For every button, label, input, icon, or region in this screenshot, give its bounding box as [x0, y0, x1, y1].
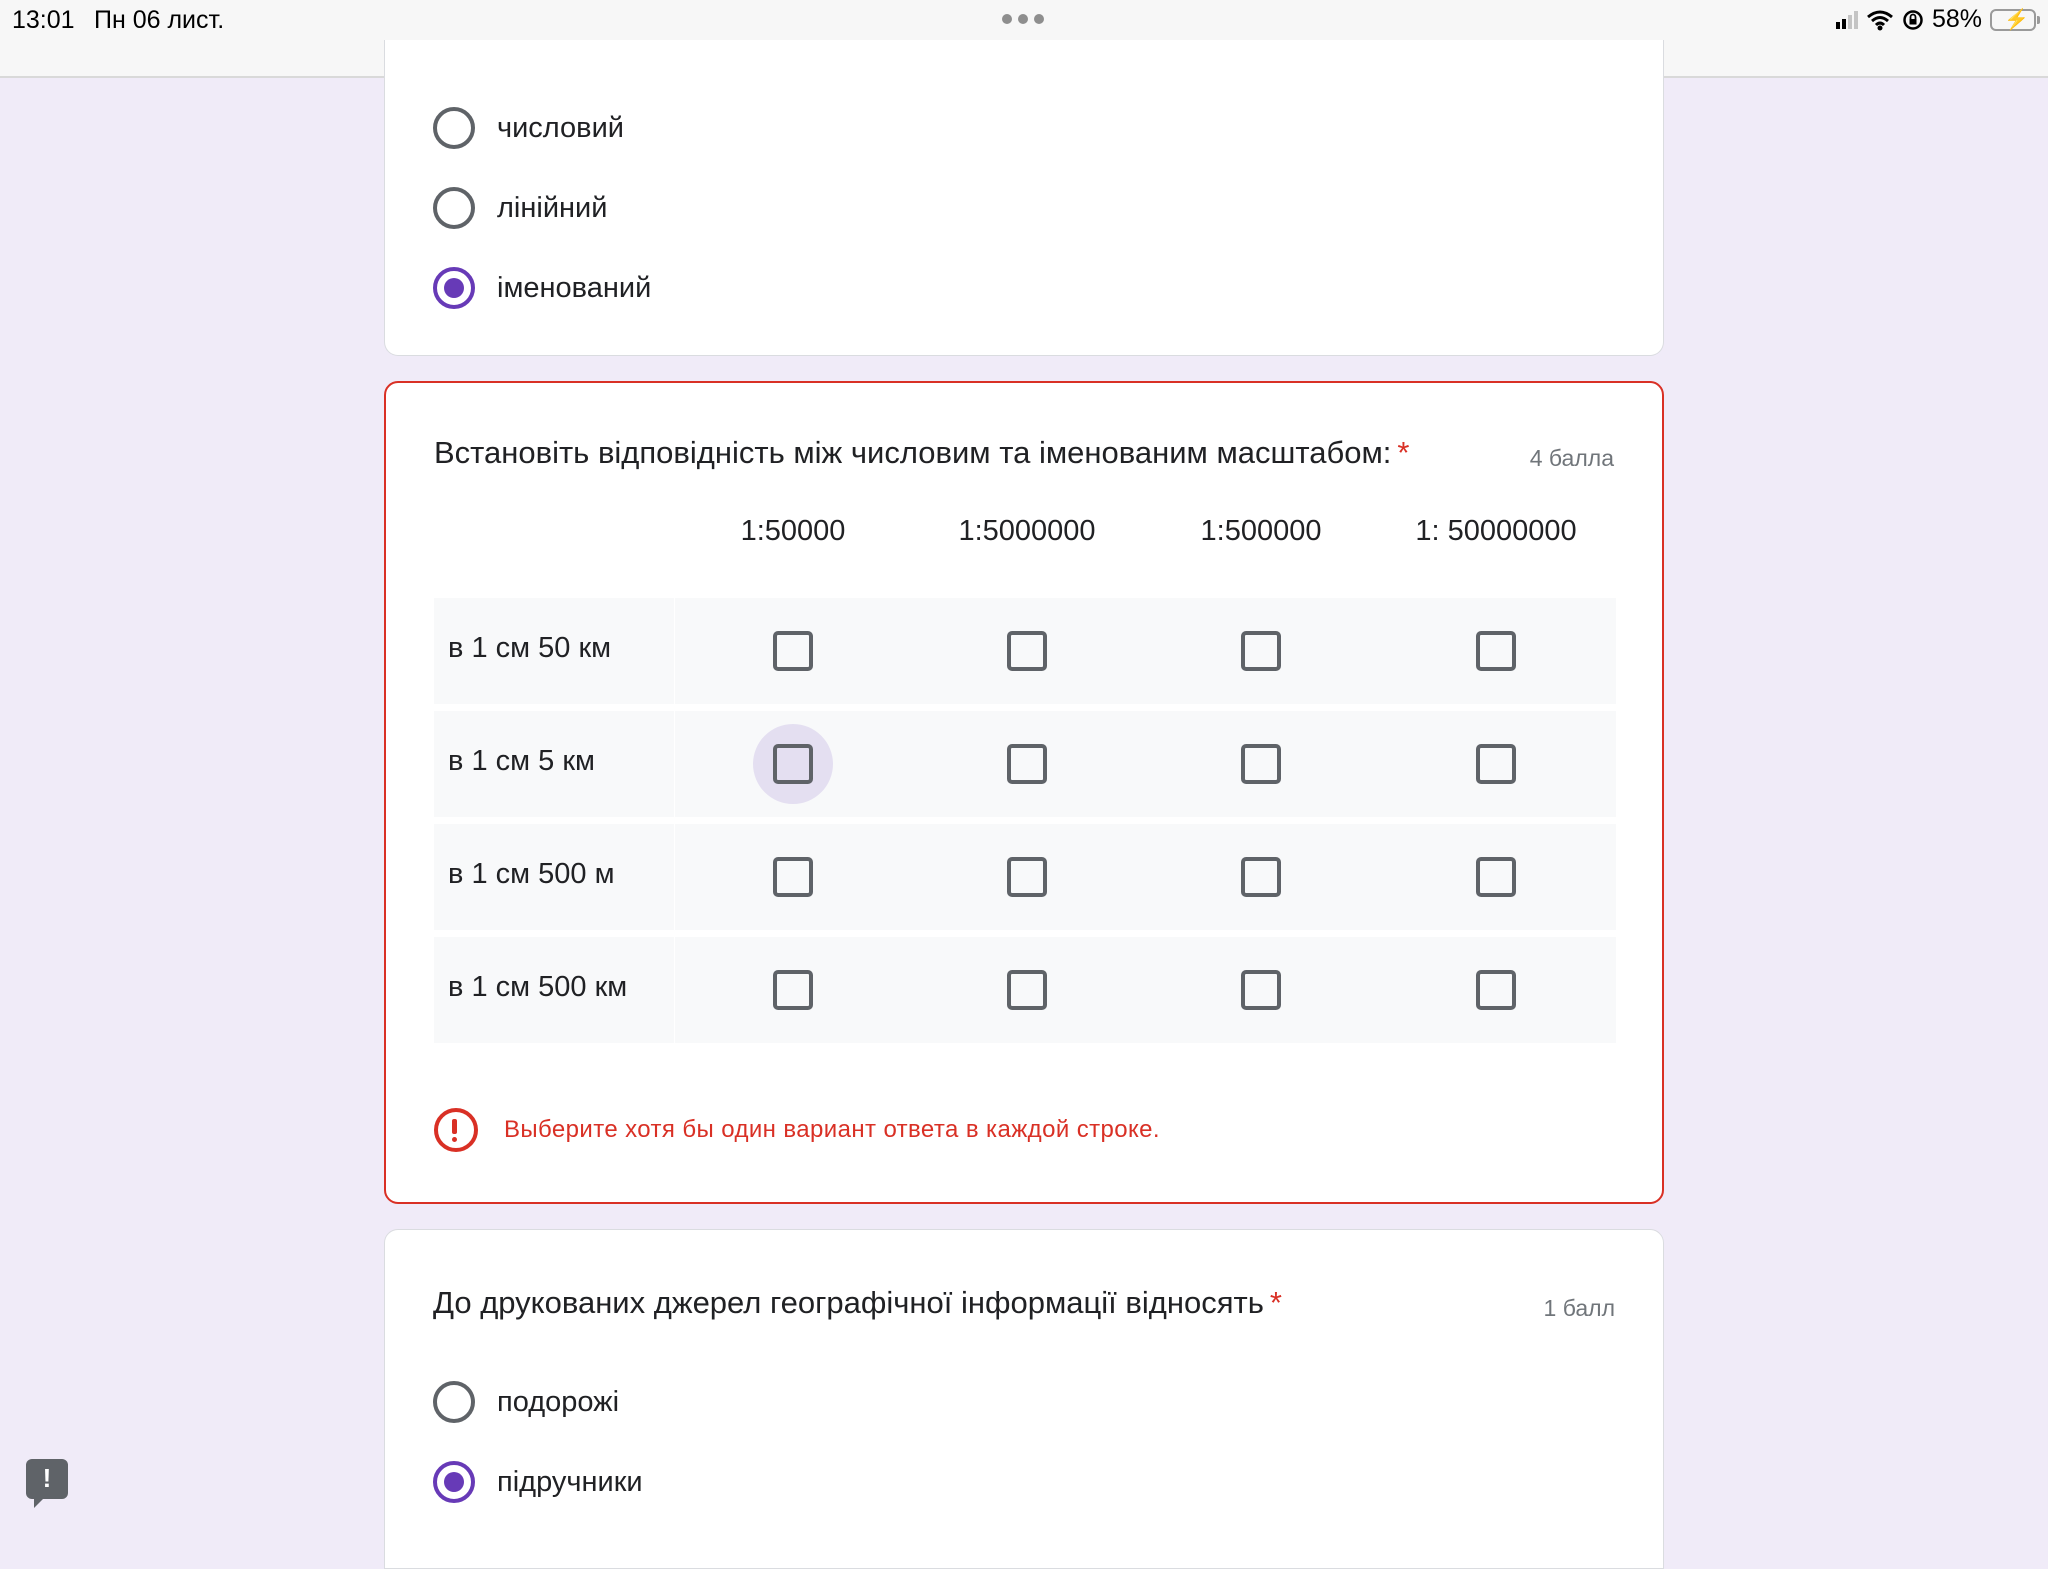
radio-label: підручники: [497, 1465, 643, 1498]
radio-option[interactable]: [433, 266, 651, 310]
grid-cell[interactable]: [1221, 950, 1301, 1030]
question-card-grid: [384, 381, 1664, 1204]
grid-row: [434, 598, 1616, 704]
checkbox-grid: [434, 483, 1616, 1050]
error-message: Выберите хотя бы один вариант ответа в каждой строке.: [504, 1116, 1160, 1143]
checkbox[interactable]: [1476, 970, 1516, 1010]
report-feedback-icon[interactable]: !: [26, 1459, 68, 1499]
checkbox[interactable]: [773, 744, 813, 784]
radio-option[interactable]: [433, 1460, 643, 1504]
checkbox[interactable]: [1476, 631, 1516, 671]
wifi-icon: [1866, 9, 1894, 31]
grid-cell[interactable]: [1456, 611, 1536, 691]
question-points: 1 балл: [1543, 1295, 1615, 1321]
grid-column-header: 1:500000: [1200, 515, 1322, 547]
grid-cell-focused[interactable]: [753, 724, 833, 804]
question-title: [433, 1285, 1282, 1321]
required-mark: *: [1397, 435, 1410, 470]
grid-row-label: в 1 см 50 км: [448, 632, 612, 664]
grid-cell[interactable]: [987, 837, 1067, 917]
grid-column-header: 1:50000: [740, 515, 846, 547]
grid-row-label: в 1 см 500 м: [448, 858, 615, 890]
checkbox[interactable]: [1241, 744, 1281, 784]
radio-button[interactable]: [433, 187, 475, 229]
grid-cell[interactable]: [753, 611, 833, 691]
checkbox[interactable]: [773, 631, 813, 671]
battery-icon: ⚡: [1990, 9, 2036, 31]
checkbox[interactable]: [1241, 631, 1281, 671]
radio-option[interactable]: [433, 106, 624, 150]
grid-cell[interactable]: [1456, 837, 1536, 917]
orientation-lock-icon: [1902, 9, 1924, 31]
grid-row: [434, 824, 1616, 930]
radio-button[interactable]: [433, 1381, 475, 1423]
question-card-previous: [384, 40, 1664, 356]
checkbox[interactable]: [1007, 744, 1047, 784]
grid-column-header: 1:5000000: [958, 515, 1096, 547]
grid-cell[interactable]: [753, 837, 833, 917]
question-title: [434, 435, 1409, 471]
battery-percent: 58%: [1931, 5, 1982, 33]
checkbox[interactable]: [773, 857, 813, 897]
checkbox[interactable]: [1476, 857, 1516, 897]
checkbox[interactable]: [1007, 631, 1047, 671]
grid-cell[interactable]: [1456, 950, 1536, 1030]
cellular-signal-icon: [1836, 11, 1858, 29]
grid-cell[interactable]: [1221, 611, 1301, 691]
grid-cell[interactable]: [987, 950, 1067, 1030]
radio-button-selected[interactable]: [433, 267, 475, 309]
validation-error: [434, 1108, 1160, 1152]
checkbox[interactable]: [1007, 970, 1047, 1010]
grid-column-header: 1: 50000000: [1415, 515, 1577, 547]
checkbox[interactable]: [773, 970, 813, 1010]
grid-cell[interactable]: [1221, 837, 1301, 917]
grid-cell[interactable]: [753, 950, 833, 1030]
more-dots-icon[interactable]: [1002, 14, 1044, 24]
required-mark: *: [1269, 1285, 1282, 1320]
radio-option[interactable]: [433, 186, 607, 230]
radio-button[interactable]: [433, 107, 475, 149]
question-title-text: До друкованих джерел географічної інформації відносять: [433, 1285, 1264, 1320]
status-time: 13:01: [12, 6, 75, 34]
radio-label: подорожі: [497, 1385, 620, 1418]
grid-header: [434, 483, 1616, 598]
grid-row: [434, 937, 1616, 1043]
status-date: Пн 06 лист.: [94, 6, 225, 34]
radio-label: числовий: [497, 111, 624, 144]
grid-cell[interactable]: [987, 611, 1067, 691]
radio-option[interactable]: [433, 1380, 619, 1424]
checkbox[interactable]: [1476, 744, 1516, 784]
radio-label: іменований: [497, 271, 652, 304]
error-icon: [434, 1108, 478, 1152]
question-title-text: Встановіть відповідність між числовим та іменованим масштабом:: [434, 435, 1392, 470]
grid-row-label: в 1 см 5 км: [448, 745, 595, 777]
radio-button-selected[interactable]: [433, 1461, 475, 1503]
radio-label: лінійний: [497, 191, 608, 224]
checkbox[interactable]: [1241, 970, 1281, 1010]
checkbox[interactable]: [1241, 857, 1281, 897]
status-indicators: [1836, 5, 2036, 34]
grid-row-label: в 1 см 500 км: [448, 971, 628, 1003]
question-card-next: [384, 1229, 1664, 1569]
grid-cell[interactable]: [1221, 724, 1301, 804]
checkbox[interactable]: [1007, 857, 1047, 897]
grid-cell[interactable]: [987, 724, 1067, 804]
question-points: 4 балла: [1529, 445, 1614, 471]
grid-row: [434, 711, 1616, 817]
grid-cell[interactable]: [1456, 724, 1536, 804]
